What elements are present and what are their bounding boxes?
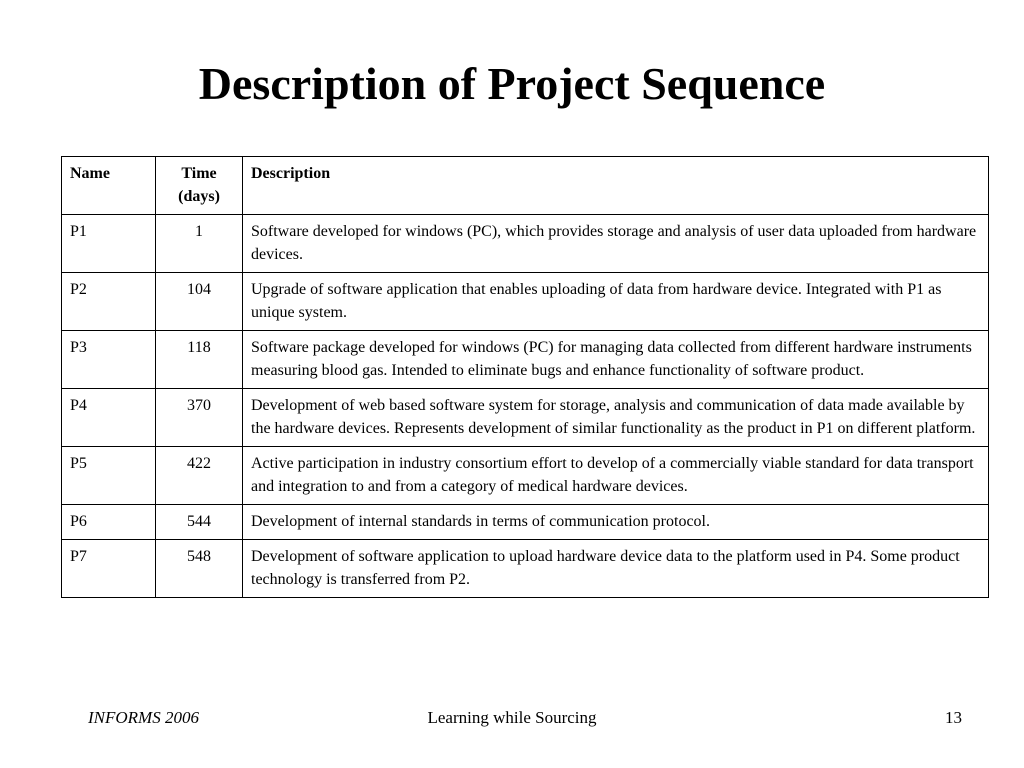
row-name: P7 (62, 540, 156, 598)
page-number: 13 (945, 708, 962, 727)
table-header-row (62, 157, 989, 215)
table-row (62, 273, 989, 331)
slide-title: Description of Project Sequence (198, 58, 826, 109)
row-time: 548 (156, 540, 243, 598)
header-time: Time (days) (156, 157, 243, 215)
table-row (62, 215, 989, 273)
row-description: Software package developed for windows (PC) for managing data collected from different hardware instruments measuring blood gas. Intended to eliminate bugs and enhance functionality of software product. (243, 331, 989, 389)
row-description: Active participation in industry consortium effort to develop of a commercially viable standard for data transport and integration to and from a category of medical hardware devices. (243, 447, 989, 505)
header-name: Name (62, 157, 156, 215)
row-description: Development of software application to upload hardware device data to the platform used in P4. Some product technology is transferred from P2. (243, 540, 989, 598)
row-description: Upgrade of software application that enables uploading of data from hardware device. Integrated with P1 as unique system. (243, 273, 989, 331)
project-sequence-table (61, 156, 989, 598)
table-row (62, 505, 989, 540)
footer-title: Learning while Sourcing (427, 708, 597, 727)
table-row (62, 447, 989, 505)
row-description: Software developed for windows (PC), which provides storage and analysis of user data uploaded from hardware devices. (243, 215, 989, 273)
header-description: Description (243, 157, 989, 215)
row-name: P6 (62, 505, 156, 540)
row-time: 422 (156, 447, 243, 505)
row-name: P2 (62, 273, 156, 331)
row-time: 118 (156, 331, 243, 389)
row-time: 544 (156, 505, 243, 540)
table-row (62, 389, 989, 447)
row-description: Development of web based software system for storage, analysis and communication of data made available by the hardware devices. Represents development of similar functionality as the product in P1 on different platform. (243, 389, 989, 447)
row-name: P1 (62, 215, 156, 273)
table-row (62, 331, 989, 389)
row-name: P5 (62, 447, 156, 505)
row-name: P3 (62, 331, 156, 389)
footer-conference: INFORMS 2006 (88, 708, 199, 727)
table-row (62, 540, 989, 598)
row-time: 1 (156, 215, 243, 273)
row-description: Development of internal standards in terms of communication protocol. (243, 505, 989, 540)
row-time: 370 (156, 389, 243, 447)
row-time: 104 (156, 273, 243, 331)
row-name: P4 (62, 389, 156, 447)
